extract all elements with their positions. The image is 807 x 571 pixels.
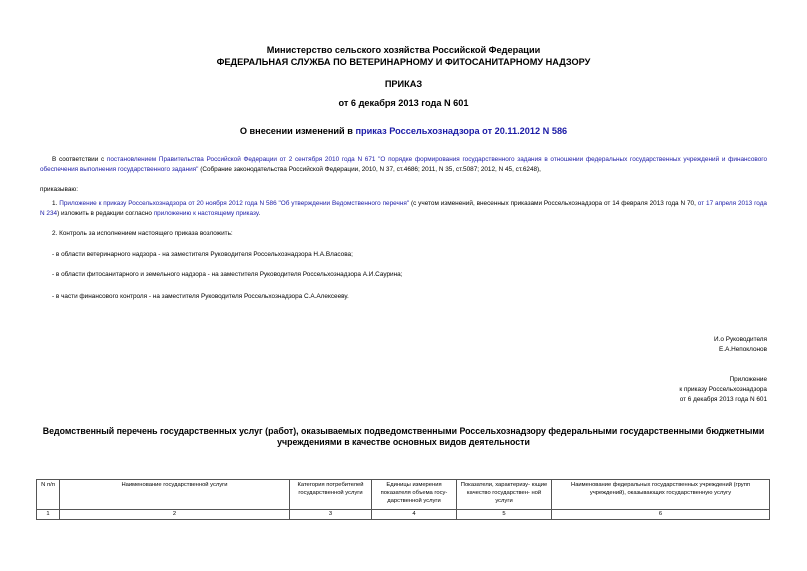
doc-date-number: от 6 декабря 2013 года N 601 xyxy=(338,98,469,108)
ministry-name: Министерство сельского хозяйства Российской Федерации xyxy=(266,45,541,55)
preamble-decree-link[interactable]: постановлением Правительства Российской Федерации от 2 сентября 2010 года N 671 "О порядке формирования государственного задания в отношении федеральных государственных учреждений и финансового обеспечения выполнения государственного задания" xyxy=(40,156,768,173)
column-number: 5 xyxy=(457,510,552,520)
orders-word: приказываю: xyxy=(40,186,78,193)
bullet-item: - в области ветеринарного надзора - на заместителя Руководителя Россельхознадзора Н.А.Власова; xyxy=(52,251,353,258)
subject-prefix: О внесении изменений в xyxy=(239,126,356,136)
order-item-1 xyxy=(40,199,767,218)
column-header: Категория потребителей государственной услуги xyxy=(290,480,372,510)
item1-number: 1. xyxy=(52,200,60,207)
column-number: 3 xyxy=(290,510,372,520)
appendix-title: Ведомственный перечень государственных услуг (работ), оказываемых подведомственными Россельхознадзору федеральными государственными бюджетными учреждениями в качестве основных видов деятельности xyxy=(42,426,765,447)
service-name: ФЕДЕРАЛЬНАЯ СЛУЖБА ПО ВЕТЕРИНАРНОМУ И ФИТОСАНИТАРНОМУ НАДЗОРУ xyxy=(216,57,591,67)
preamble-text-2: (Собрание законодательства Российской Федерации, 2010, N 37, ст.4686; 2011, N 35, ст.5087; 2012, N 45, ст.6248), xyxy=(198,165,541,173)
column-header: N п/п xyxy=(37,480,60,510)
doc-subject xyxy=(0,126,807,136)
bullet-item: - в части финансового контроля - на заместителя Руководителя Россельхознадзора С.А.Алексееву. xyxy=(52,293,349,300)
item1-text-1: (с учетом изменений, внесенных приказами Россельхознадзора от 14 февраля 2013 года N 70, xyxy=(409,200,698,207)
table-header-row xyxy=(37,480,770,510)
table-row xyxy=(37,510,770,520)
column-number: 6 xyxy=(552,510,770,520)
column-header: Показатели, характеризу- ющие качество государствен- ной услуги xyxy=(457,480,552,510)
preamble xyxy=(40,155,767,174)
preamble-text-1: В соответствии с xyxy=(52,156,107,163)
appendix-label: Приложение xyxy=(729,376,767,383)
services-table xyxy=(36,479,770,520)
column-header: Наименование государственной услуги xyxy=(60,480,290,510)
appendix-order-date: от 6 декабря 2013 года N 601 xyxy=(679,396,767,403)
signature-position: И.о Руководителя xyxy=(714,336,767,343)
item1-annex-link[interactable]: приложению к настоящему приказу xyxy=(153,209,259,217)
bullet-item: - в области фитосанитарного и земельного надзора - на заместителя Руководителя Россельхознадзора А.И.Саурина; xyxy=(52,271,403,278)
appendix-order-ref: к приказу Россельхознадзора xyxy=(679,386,767,393)
column-number: 4 xyxy=(372,510,457,520)
doc-type: ПРИКАЗ xyxy=(384,79,423,89)
column-header: Наименование федеральных государственных учреждений (групп учреждений), оказывающих государственную услугу xyxy=(552,480,770,510)
subject-link[interactable]: приказ Россельхознадзора от 20.11.2012 N 586 xyxy=(355,126,568,136)
order-item-2: 2. Контроль за исполнением настоящего приказа возложить: xyxy=(52,230,233,237)
column-number: 1 xyxy=(37,510,60,520)
item1-april-link[interactable]: от 17 апреля 2013 года N 234 xyxy=(40,200,767,217)
signature-name: Е.А.Непоклонов xyxy=(719,346,767,353)
item1-text-3: . xyxy=(258,209,261,217)
item1-appendix-link[interactable]: Приложение к приказу Россельхознадзора от 20 ноября 2012 года N 586 "Об утверждении Ведомственного перечня" xyxy=(59,200,410,207)
column-number: 2 xyxy=(60,510,290,520)
column-header: Единицы измерения показателя объема госу- дарственной услуги xyxy=(372,480,457,510)
item1-text-2: ) изложить в редакции согласно xyxy=(57,209,154,217)
